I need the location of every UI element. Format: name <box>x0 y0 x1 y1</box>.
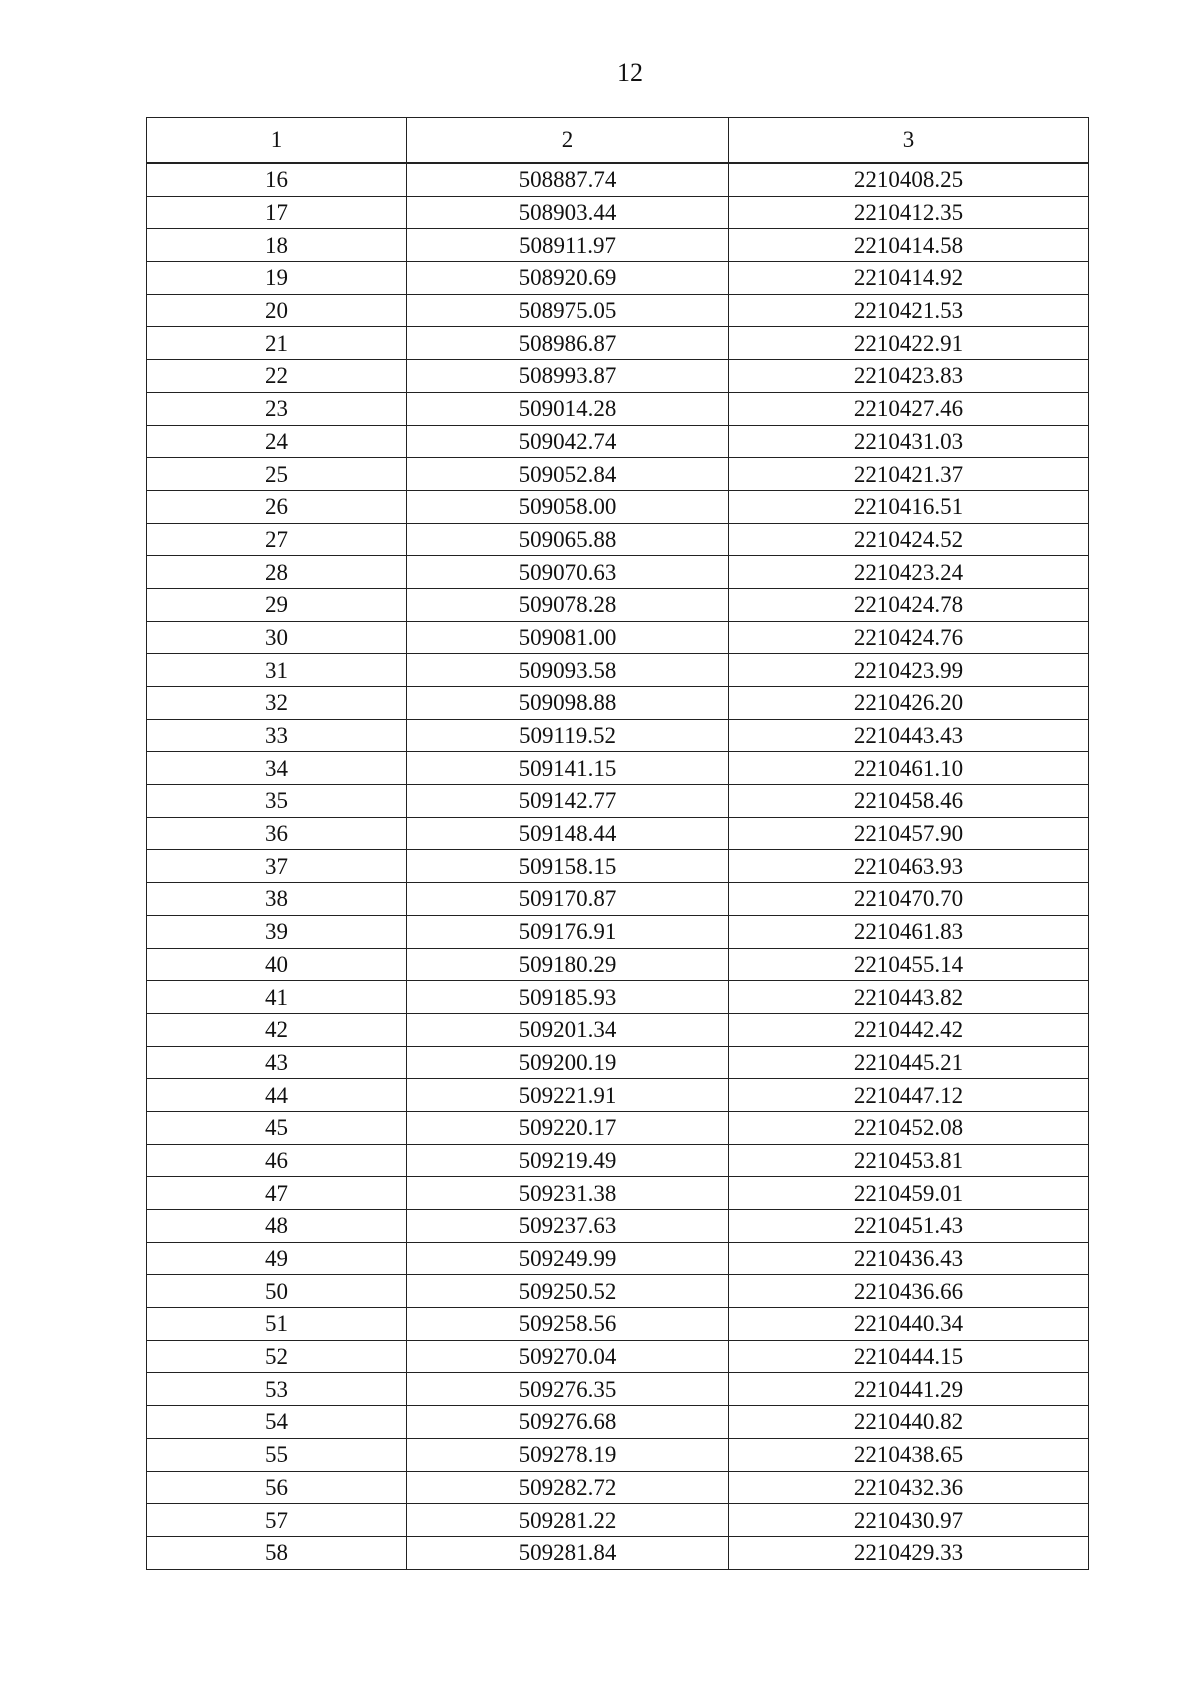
y-coordinate-cell: 2210423.24 <box>729 556 1089 589</box>
x-coordinate-cell: 508993.87 <box>407 360 729 393</box>
table-row <box>147 196 1089 229</box>
y-coordinate-cell: 2210455.14 <box>729 948 1089 981</box>
x-coordinate-cell: 508887.74 <box>407 163 729 196</box>
point-number-cell: 32 <box>147 687 407 720</box>
point-number-cell: 19 <box>147 262 407 295</box>
table-row <box>147 490 1089 523</box>
y-coordinate-cell: 2210424.78 <box>729 588 1089 621</box>
point-number-cell: 31 <box>147 654 407 687</box>
point-number-cell: 24 <box>147 425 407 458</box>
table-row <box>147 1275 1089 1308</box>
point-number-cell: 49 <box>147 1242 407 1275</box>
x-coordinate-cell: 509141.15 <box>407 752 729 785</box>
table-row <box>147 1504 1089 1537</box>
table-row <box>147 1373 1089 1406</box>
y-coordinate-cell: 2210422.91 <box>729 327 1089 360</box>
x-coordinate-cell: 509281.84 <box>407 1536 729 1569</box>
y-coordinate-cell: 2210426.20 <box>729 687 1089 720</box>
point-number-cell: 48 <box>147 1210 407 1243</box>
x-coordinate-cell: 509014.28 <box>407 392 729 425</box>
x-coordinate-cell: 509158.15 <box>407 850 729 883</box>
y-coordinate-cell: 2210431.03 <box>729 425 1089 458</box>
table-row <box>147 1210 1089 1243</box>
y-coordinate-cell: 2210436.43 <box>729 1242 1089 1275</box>
y-coordinate-cell: 2210444.15 <box>729 1340 1089 1373</box>
y-coordinate-cell: 2210424.76 <box>729 621 1089 654</box>
x-coordinate-cell: 508975.05 <box>407 294 729 327</box>
y-coordinate-cell: 2210461.83 <box>729 915 1089 948</box>
x-coordinate-cell: 509081.00 <box>407 621 729 654</box>
y-coordinate-cell: 2210408.25 <box>729 163 1089 196</box>
point-number-cell: 55 <box>147 1438 407 1471</box>
x-coordinate-cell: 509282.72 <box>407 1471 729 1504</box>
y-coordinate-cell: 2210451.43 <box>729 1210 1089 1243</box>
point-number-cell: 20 <box>147 294 407 327</box>
x-coordinate-cell: 509258.56 <box>407 1308 729 1341</box>
x-coordinate-cell: 509237.63 <box>407 1210 729 1243</box>
table-body <box>147 163 1089 1569</box>
point-number-cell: 37 <box>147 850 407 883</box>
y-coordinate-cell: 2210442.42 <box>729 1013 1089 1046</box>
x-coordinate-cell: 509042.74 <box>407 425 729 458</box>
point-number-cell: 16 <box>147 163 407 196</box>
x-coordinate-cell: 509250.52 <box>407 1275 729 1308</box>
y-coordinate-cell: 2210423.83 <box>729 360 1089 393</box>
table-row <box>147 588 1089 621</box>
x-coordinate-cell: 509220.17 <box>407 1111 729 1144</box>
y-coordinate-cell: 2210459.01 <box>729 1177 1089 1210</box>
point-number-cell: 23 <box>147 392 407 425</box>
y-coordinate-cell: 2210457.90 <box>729 817 1089 850</box>
point-number-cell: 30 <box>147 621 407 654</box>
x-coordinate-cell: 509281.22 <box>407 1504 729 1537</box>
point-number-cell: 43 <box>147 1046 407 1079</box>
point-number-cell: 33 <box>147 719 407 752</box>
table-row <box>147 883 1089 916</box>
y-coordinate-cell: 2210432.36 <box>729 1471 1089 1504</box>
y-coordinate-cell: 2210414.58 <box>729 229 1089 262</box>
x-coordinate-cell: 509180.29 <box>407 948 729 981</box>
y-coordinate-cell: 2210458.46 <box>729 785 1089 818</box>
y-coordinate-cell: 2210447.12 <box>729 1079 1089 1112</box>
point-number-cell: 36 <box>147 817 407 850</box>
table-row <box>147 523 1089 556</box>
table-row <box>147 1111 1089 1144</box>
x-coordinate-cell: 509249.99 <box>407 1242 729 1275</box>
y-coordinate-cell: 2210424.52 <box>729 523 1089 556</box>
table-row <box>147 1438 1089 1471</box>
y-coordinate-cell: 2210430.97 <box>729 1504 1089 1537</box>
y-coordinate-cell: 2210445.21 <box>729 1046 1089 1079</box>
x-coordinate-cell: 509098.88 <box>407 687 729 720</box>
table-row <box>147 425 1089 458</box>
x-coordinate-cell: 509276.68 <box>407 1406 729 1439</box>
x-coordinate-cell: 509276.35 <box>407 1373 729 1406</box>
point-number-cell: 47 <box>147 1177 407 1210</box>
point-number-cell: 18 <box>147 229 407 262</box>
point-number-cell: 39 <box>147 915 407 948</box>
y-coordinate-cell: 2210452.08 <box>729 1111 1089 1144</box>
y-coordinate-cell: 2210421.53 <box>729 294 1089 327</box>
table-row <box>147 948 1089 981</box>
y-coordinate-cell: 2210438.65 <box>729 1438 1089 1471</box>
point-number-cell: 26 <box>147 490 407 523</box>
x-coordinate-cell: 509052.84 <box>407 458 729 491</box>
table-row <box>147 981 1089 1014</box>
column-header-2: 2 <box>407 118 729 164</box>
table-row <box>147 621 1089 654</box>
point-number-cell: 25 <box>147 458 407 491</box>
x-coordinate-cell: 509221.91 <box>407 1079 729 1112</box>
y-coordinate-cell: 2210441.29 <box>729 1373 1089 1406</box>
table-row <box>147 1079 1089 1112</box>
x-coordinate-cell: 509142.77 <box>407 785 729 818</box>
point-number-cell: 28 <box>147 556 407 589</box>
table-row <box>147 915 1089 948</box>
x-coordinate-cell: 509201.34 <box>407 1013 729 1046</box>
x-coordinate-cell: 508986.87 <box>407 327 729 360</box>
x-coordinate-cell: 509278.19 <box>407 1438 729 1471</box>
x-coordinate-cell: 509185.93 <box>407 981 729 1014</box>
x-coordinate-cell: 509176.91 <box>407 915 729 948</box>
table-row <box>147 163 1089 196</box>
table-row <box>147 817 1089 850</box>
point-number-cell: 21 <box>147 327 407 360</box>
point-number-cell: 35 <box>147 785 407 818</box>
point-number-cell: 52 <box>147 1340 407 1373</box>
y-coordinate-cell: 2210453.81 <box>729 1144 1089 1177</box>
x-coordinate-cell: 509078.28 <box>407 588 729 621</box>
y-coordinate-cell: 2210427.46 <box>729 392 1089 425</box>
x-coordinate-cell: 509170.87 <box>407 883 729 916</box>
y-coordinate-cell: 2210463.93 <box>729 850 1089 883</box>
table-row <box>147 1013 1089 1046</box>
x-coordinate-cell: 509065.88 <box>407 523 729 556</box>
y-coordinate-cell: 2210440.34 <box>729 1308 1089 1341</box>
x-coordinate-cell: 509058.00 <box>407 490 729 523</box>
coordinates-table <box>146 117 1089 1570</box>
point-number-cell: 41 <box>147 981 407 1014</box>
table-row <box>147 327 1089 360</box>
page-number: 12 <box>617 58 643 87</box>
point-number-cell: 45 <box>147 1111 407 1144</box>
y-coordinate-cell: 2210421.37 <box>729 458 1089 491</box>
point-number-cell: 29 <box>147 588 407 621</box>
point-number-cell: 17 <box>147 196 407 229</box>
x-coordinate-cell: 508911.97 <box>407 229 729 262</box>
table-row <box>147 752 1089 785</box>
y-coordinate-cell: 2210414.92 <box>729 262 1089 295</box>
table-row <box>147 458 1089 491</box>
table-row <box>147 785 1089 818</box>
point-number-cell: 38 <box>147 883 407 916</box>
point-number-cell: 51 <box>147 1308 407 1341</box>
y-coordinate-cell: 2210436.66 <box>729 1275 1089 1308</box>
point-number-cell: 22 <box>147 360 407 393</box>
y-coordinate-cell: 2210443.43 <box>729 719 1089 752</box>
point-number-cell: 46 <box>147 1144 407 1177</box>
x-coordinate-cell: 509148.44 <box>407 817 729 850</box>
point-number-cell: 56 <box>147 1471 407 1504</box>
point-number-cell: 57 <box>147 1504 407 1537</box>
y-coordinate-cell: 2210412.35 <box>729 196 1089 229</box>
x-coordinate-cell: 508903.44 <box>407 196 729 229</box>
x-coordinate-cell: 509231.38 <box>407 1177 729 1210</box>
point-number-cell: 54 <box>147 1406 407 1439</box>
y-coordinate-cell: 2210423.99 <box>729 654 1089 687</box>
table-row <box>147 1536 1089 1569</box>
point-number-cell: 44 <box>147 1079 407 1112</box>
table-row <box>147 1471 1089 1504</box>
table-row <box>147 850 1089 883</box>
x-coordinate-cell: 509070.63 <box>407 556 729 589</box>
point-number-cell: 50 <box>147 1275 407 1308</box>
x-coordinate-cell: 509270.04 <box>407 1340 729 1373</box>
table-header-row <box>147 118 1089 164</box>
y-coordinate-cell: 2210429.33 <box>729 1536 1089 1569</box>
x-coordinate-cell: 508920.69 <box>407 262 729 295</box>
table-row <box>147 1406 1089 1439</box>
point-number-cell: 34 <box>147 752 407 785</box>
table-row <box>147 1340 1089 1373</box>
point-number-cell: 58 <box>147 1536 407 1569</box>
table-row <box>147 1144 1089 1177</box>
x-coordinate-cell: 509093.58 <box>407 654 729 687</box>
x-coordinate-cell: 509119.52 <box>407 719 729 752</box>
y-coordinate-cell: 2210416.51 <box>729 490 1089 523</box>
table-row <box>147 556 1089 589</box>
x-coordinate-cell: 509200.19 <box>407 1046 729 1079</box>
point-number-cell: 42 <box>147 1013 407 1046</box>
y-coordinate-cell: 2210440.82 <box>729 1406 1089 1439</box>
table-row <box>147 294 1089 327</box>
point-number-cell: 27 <box>147 523 407 556</box>
table-row <box>147 262 1089 295</box>
table-row <box>147 1308 1089 1341</box>
table-row <box>147 1046 1089 1079</box>
y-coordinate-cell: 2210461.10 <box>729 752 1089 785</box>
point-number-cell: 40 <box>147 948 407 981</box>
table-row <box>147 687 1089 720</box>
table-row <box>147 1177 1089 1210</box>
x-coordinate-cell: 509219.49 <box>407 1144 729 1177</box>
table-row <box>147 360 1089 393</box>
table-row <box>147 392 1089 425</box>
table-row <box>147 719 1089 752</box>
table-row <box>147 654 1089 687</box>
point-number-cell: 53 <box>147 1373 407 1406</box>
column-header-1: 1 <box>147 118 407 164</box>
table-row <box>147 229 1089 262</box>
y-coordinate-cell: 2210470.70 <box>729 883 1089 916</box>
y-coordinate-cell: 2210443.82 <box>729 981 1089 1014</box>
column-header-3: 3 <box>729 118 1089 164</box>
table-row <box>147 1242 1089 1275</box>
